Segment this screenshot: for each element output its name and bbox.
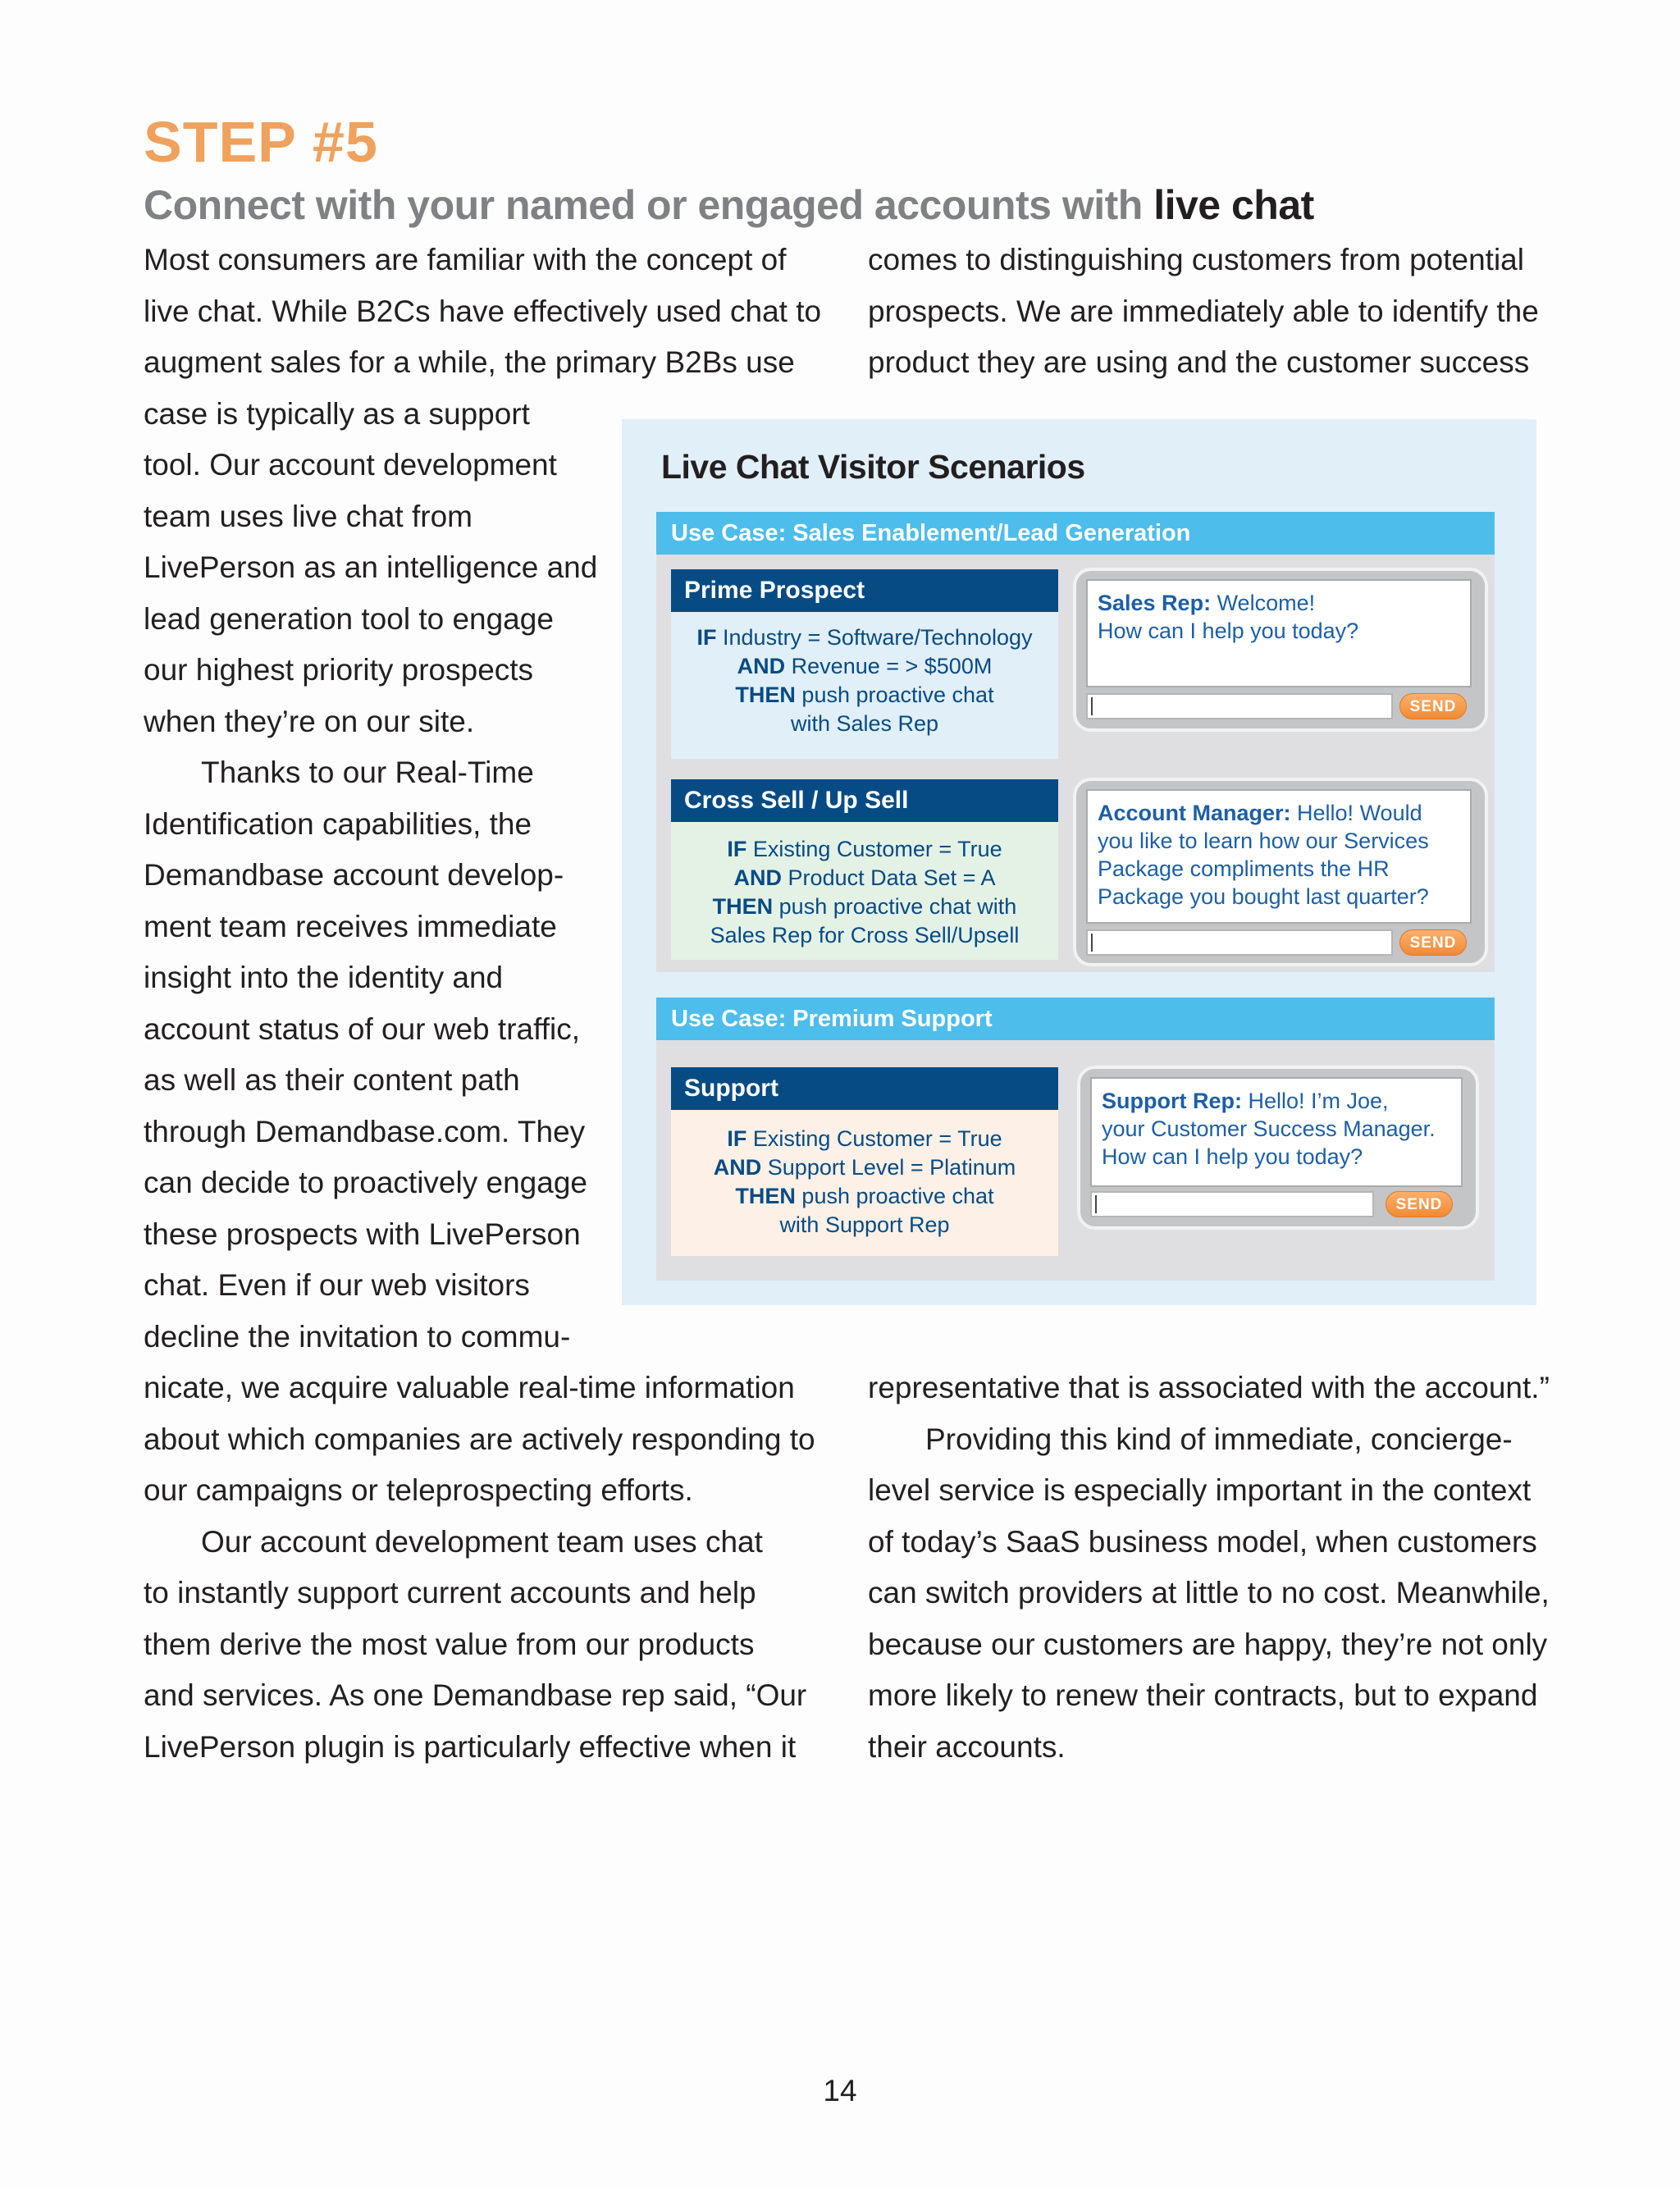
text-line: product they are using and the customer success	[868, 345, 1530, 379]
text-line: can decide to proactively engage	[144, 1166, 587, 1199]
rule-cross-sell	[671, 779, 1058, 960]
text-line: prospects. We are immediately able to identify the	[868, 294, 1539, 328]
text-line: case is typically as a support	[144, 396, 530, 431]
text-line: comes to distinguishing customers from potential	[868, 243, 1524, 276]
rule-text: with Sales Rep	[790, 711, 939, 736]
text-line: decline the invitation to commu-	[144, 1319, 571, 1354]
text-line: about which companies are actively responding to	[144, 1422, 815, 1456]
chat-message-area	[1086, 579, 1472, 687]
rule-text: push proactive chat	[795, 683, 994, 707]
live-chat-figure	[622, 419, 1536, 1305]
right-column-top	[868, 235, 1539, 389]
text-line: of today’s SaaS business model, when customers	[868, 1524, 1537, 1559]
chat-window-account-manager	[1073, 778, 1488, 966]
rule-text: Sales Rep for Cross Sell/Upsell	[710, 923, 1020, 947]
chat-text: How can I help you today?	[1102, 1144, 1363, 1169]
rule-text: Product Data Set = A	[782, 865, 996, 890]
text-line: Identification capabilities, the	[144, 806, 532, 841]
text-line: Our account development team uses chat	[201, 1524, 763, 1559]
text-line: Providing this kind of immediate, concierge-	[925, 1422, 1513, 1456]
chat-window-sales	[1073, 568, 1488, 732]
text-line: insight into the identity and	[144, 961, 504, 994]
figure-title: Live Chat Visitor Scenarios	[661, 448, 1085, 486]
rule-conditions	[671, 822, 1058, 950]
rule-keyword: THEN	[735, 683, 796, 707]
chat-text: you like to learn how our Services	[1098, 829, 1429, 853]
right-column-bottom	[868, 1363, 1550, 1773]
text-line: chat. Even if our web visitors	[144, 1268, 530, 1302]
text-line: live chat. While B2Cs have effectively used chat to	[144, 294, 822, 328]
text-line: account status of our web traffic,	[144, 1011, 580, 1046]
text-line: because our customers are happy, they’re not only	[868, 1627, 1548, 1661]
rule-keyword: IF	[696, 625, 717, 650]
chat-message	[1092, 1079, 1461, 1179]
text-line: Demandbase account develop-	[144, 858, 564, 892]
rule-keyword: THEN	[712, 894, 774, 919]
chat-message	[1088, 791, 1470, 919]
text-line: as well as their content path	[144, 1063, 520, 1097]
text-line: them derive the most value from our products	[144, 1627, 755, 1661]
rule-keyword: AND	[733, 865, 783, 890]
chat-message	[1088, 581, 1470, 653]
usecase-bar-support: Use Case: Premium Support	[656, 998, 1495, 1040]
chat-text: Hello! I’m Joe,	[1241, 1089, 1389, 1113]
usecase-bar-sales: Use Case: Sales Enablement/Lead Generation	[656, 512, 1495, 555]
rule-keyword: IF	[727, 837, 747, 861]
chat-text: How can I help you today?	[1098, 619, 1359, 643]
rule-text: push proactive chat	[795, 1184, 994, 1208]
text-cursor	[1095, 1195, 1097, 1213]
text-line: level service is especially important in the context	[868, 1473, 1532, 1507]
text-line: when they’re on our site.	[144, 704, 475, 738]
rule-text: Revenue = > $500M	[785, 654, 993, 678]
chat-window-support	[1077, 1066, 1479, 1230]
chat-speaker: Support Rep:	[1102, 1089, 1242, 1113]
text-line: representative that is associated with the account.”	[868, 1371, 1550, 1404]
send-button[interactable]: SEND	[1386, 1191, 1453, 1217]
rule-conditions	[671, 1110, 1058, 1240]
text-line: and services. As one Demandbase rep said, “Our	[144, 1678, 807, 1712]
rule-keyword: THEN	[735, 1184, 796, 1208]
text-line: through Demandbase.com. They	[144, 1114, 586, 1148]
text-line: our highest priority prospects	[144, 653, 534, 687]
rule-keyword: AND	[737, 654, 786, 678]
rule-text: Existing Customer = True	[746, 1126, 1002, 1151]
text-line: augment sales for a while, the primary B2Bs use	[144, 345, 795, 379]
chat-text: Hello! Would	[1290, 801, 1422, 825]
rule-heading: Prime Prospect	[671, 569, 1058, 612]
rule-prime-prospect	[671, 569, 1058, 759]
text-line: Thanks to our Real-Time	[201, 756, 534, 789]
chat-message-area	[1086, 789, 1472, 924]
text-line: our campaigns or teleprospecting efforts.	[144, 1473, 693, 1507]
page-number: 14	[823, 2074, 857, 2107]
text-line: to instantly support current accounts and help	[144, 1576, 756, 1609]
text-line: their accounts.	[868, 1729, 1066, 1764]
rule-text: push proactive chat with	[773, 894, 1017, 919]
send-button[interactable]: SEND	[1399, 929, 1467, 956]
chat-input[interactable]	[1090, 1191, 1374, 1217]
send-button[interactable]: SEND	[1399, 693, 1467, 719]
chat-input[interactable]	[1086, 929, 1393, 956]
chat-input[interactable]	[1086, 693, 1393, 719]
text-line: can switch providers at little to no cost. Meanwhile,	[868, 1576, 1550, 1609]
rule-keyword: IF	[727, 1126, 747, 1151]
chat-speaker: Sales Rep:	[1098, 591, 1212, 615]
subtitle-main: Connect with your named or engaged accounts with	[144, 182, 1143, 228]
text-line: LivePerson as an intelligence and	[144, 550, 598, 584]
rule-keyword: AND	[713, 1155, 762, 1180]
chat-text: your Customer Success Manager.	[1102, 1116, 1436, 1141]
text-line: nicate, we acquire valuable real-time information	[144, 1371, 795, 1404]
rule-text: Existing Customer = True	[746, 837, 1002, 861]
text-line: LivePerson plugin is particularly effective when it	[144, 1729, 797, 1764]
text-line: team uses live chat from	[144, 499, 472, 533]
rule-text: Support Level = Platinum	[761, 1155, 1016, 1180]
rule-conditions	[671, 612, 1058, 738]
text-cursor	[1091, 697, 1093, 715]
rule-support	[671, 1067, 1058, 1256]
text-line: Most consumers are familiar with the concept of	[144, 243, 787, 276]
step-title: STEP #5	[144, 110, 378, 174]
text-line: ment team receives immediate	[144, 909, 557, 943]
rule-text: Industry = Software/Technology	[716, 625, 1033, 650]
text-line: more likely to renew their contracts, but to expand	[868, 1678, 1538, 1712]
section-subtitle	[144, 179, 1314, 231]
rule-heading: Support	[671, 1067, 1058, 1110]
text-cursor	[1091, 934, 1093, 952]
subtitle-emphasis: live chat	[1153, 182, 1314, 228]
rule-text: with Support Rep	[779, 1212, 950, 1237]
text-line: tool. Our account development	[144, 448, 557, 482]
rule-heading: Cross Sell / Up Sell	[671, 779, 1058, 822]
chat-text: Package you bought last quarter?	[1098, 884, 1429, 909]
chat-text: Welcome!	[1211, 591, 1316, 615]
chat-speaker: Account Manager:	[1098, 801, 1291, 825]
text-line: these prospects with LivePerson	[144, 1217, 581, 1251]
chat-message-area	[1090, 1077, 1463, 1187]
text-line: lead generation tool to engage	[144, 601, 554, 636]
chat-text: Package compliments the HR	[1098, 856, 1390, 881]
